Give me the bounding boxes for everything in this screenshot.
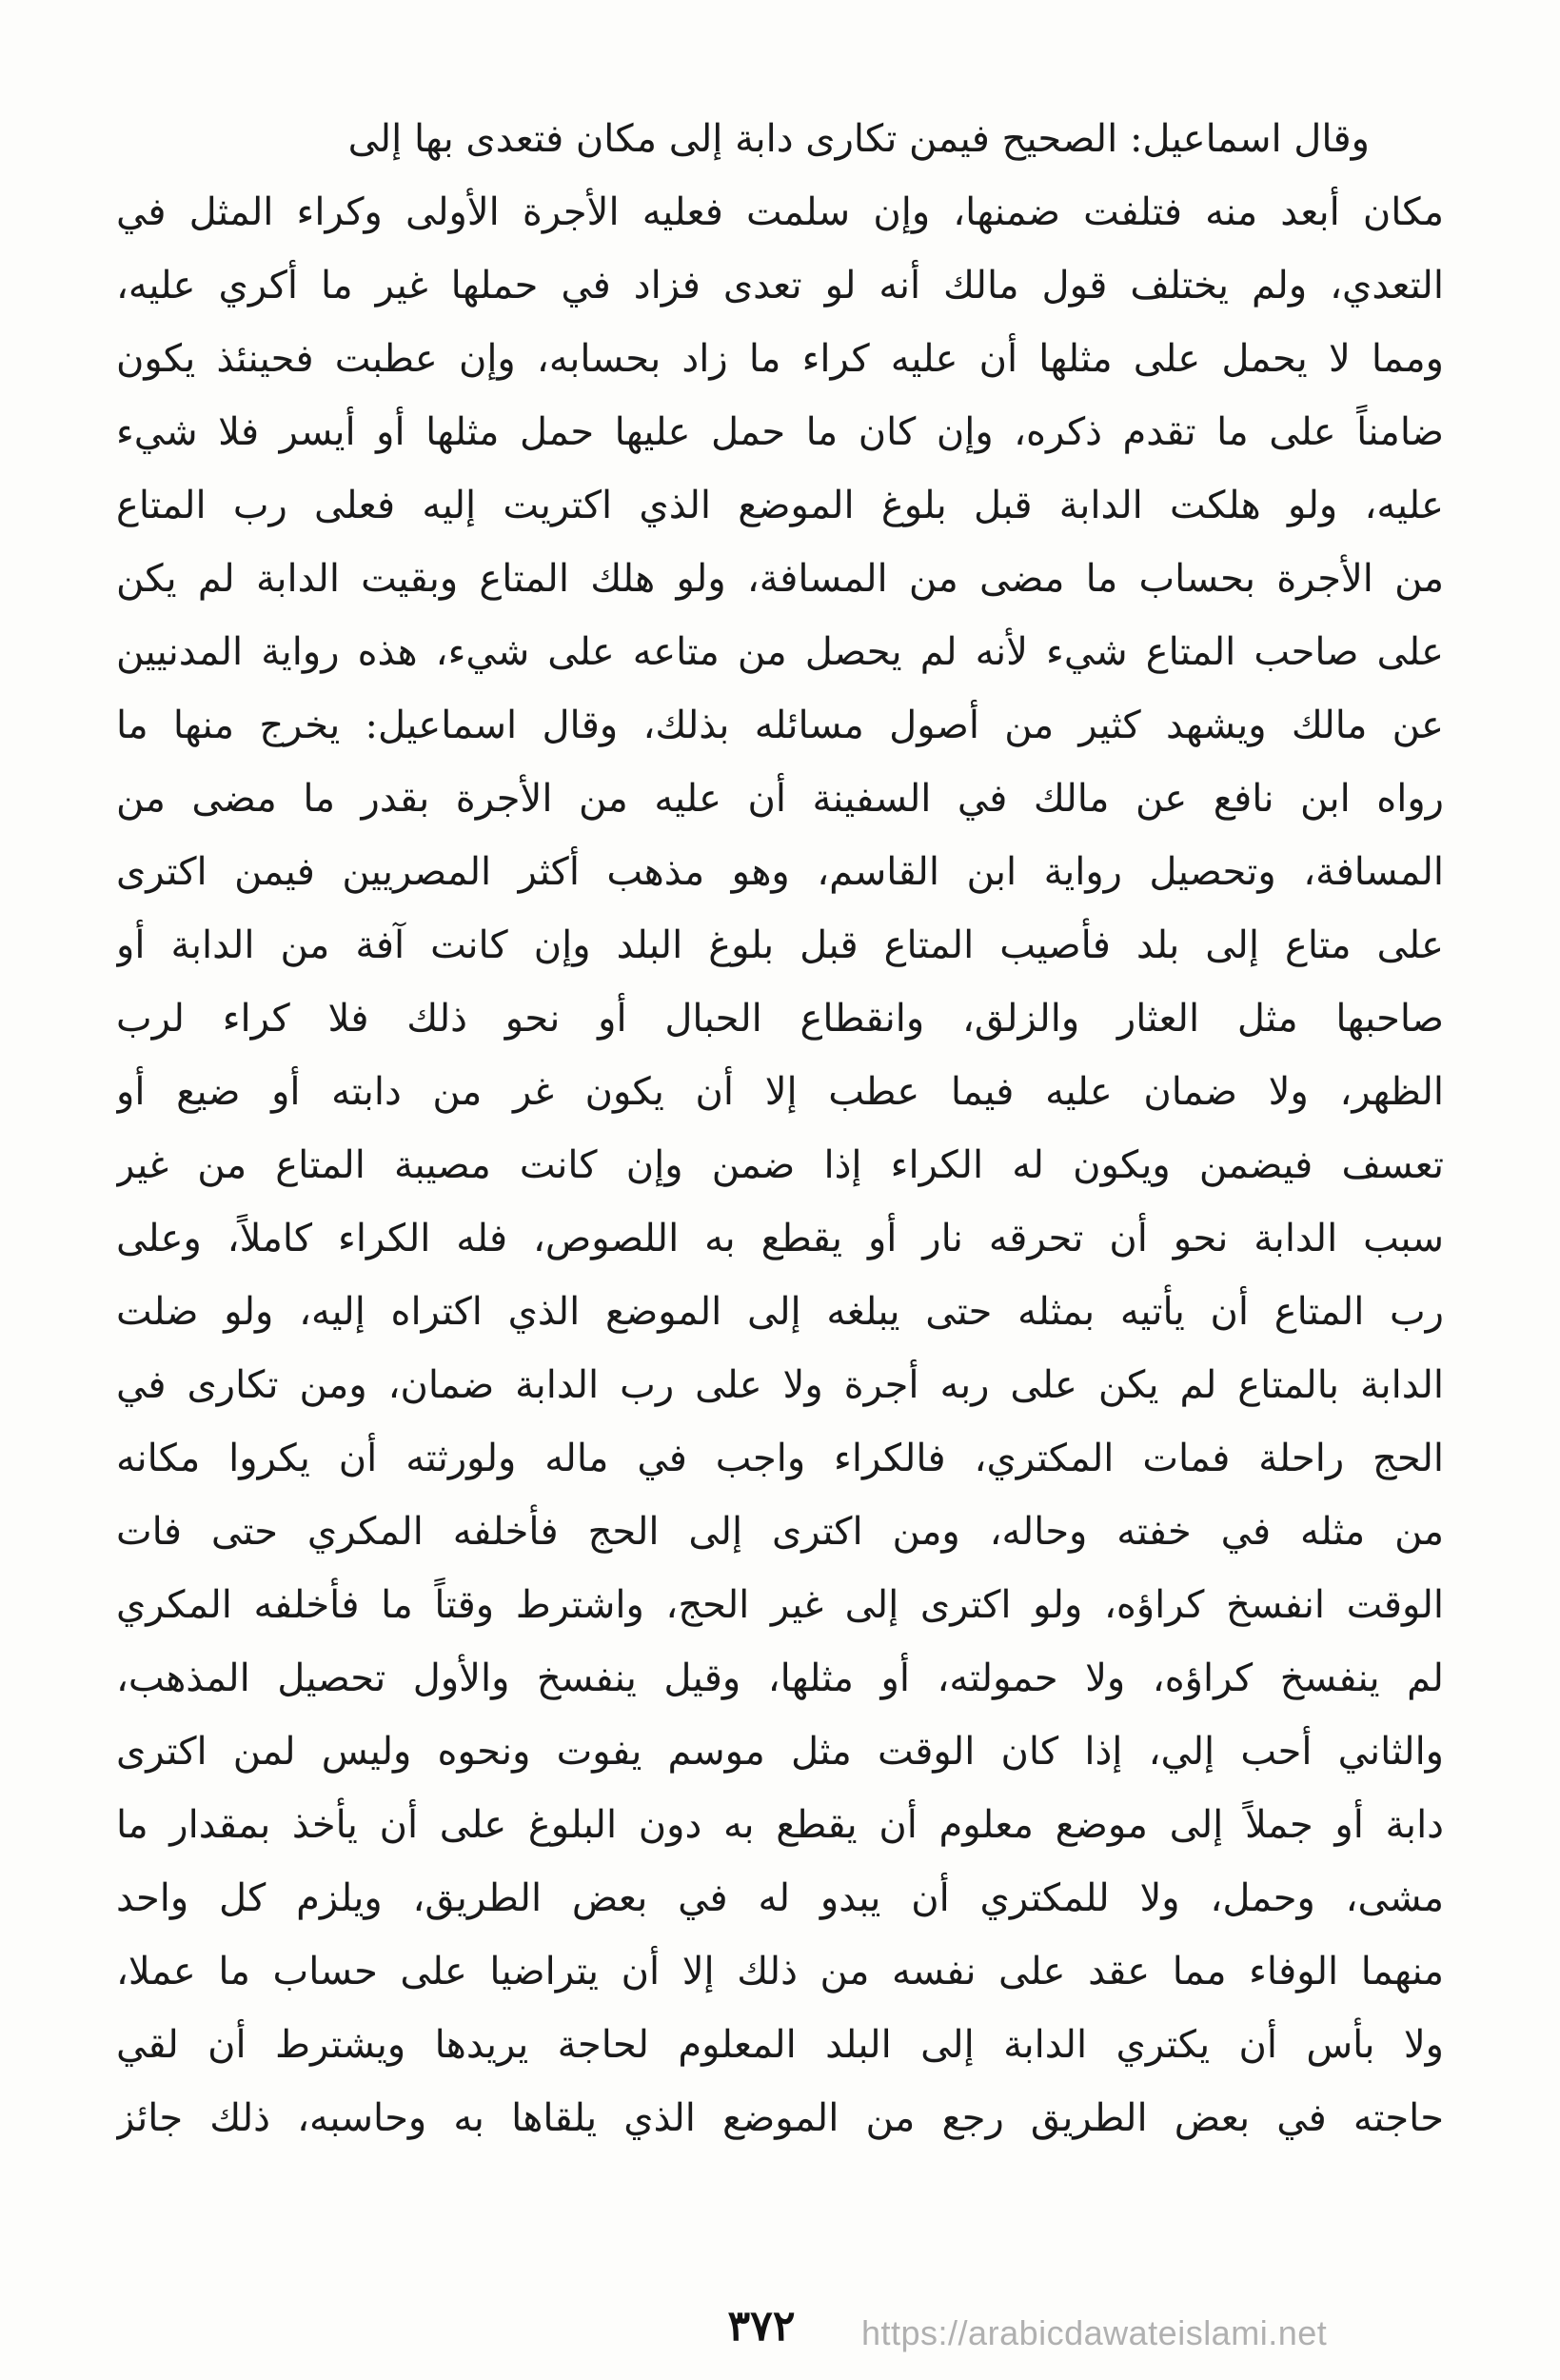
text-line: سبب الدابة نحو أن تحرقه نار أو يقطع به اللصوص، فله الكراء كاملاً، وعلى: [116, 1217, 1444, 1260]
page-number: ٣٧٢: [727, 2302, 796, 2350]
text-line: حاجته في بعض الطريق رجع من الموضع الذي يلقاها به وحاسبه، ذلك جائز: [116, 2096, 1444, 2140]
text-line: لم ينفسخ كراؤه، ولا حمولته، أو مثلها، وقيل ينفسخ والأول تحصيل المذهب،: [116, 1656, 1444, 1700]
text-line: الظهر، ولا ضمان عليه فيما عطب إلا أن يكون غر من دابته أو ضيع أو: [116, 1070, 1444, 1114]
text-line: الدابة بالمتاع لم يكن على ربه أجرة ولا على رب الدابة ضمان، ومن تكارى في: [116, 1363, 1444, 1407]
text-line: رب المتاع أن يأتيه بمثله حتى يبلغه إلى الموضع الذي اكتراه إليه، ولو ضلت: [116, 1290, 1444, 1334]
watermark-url: https://arabicdawateislami.net: [861, 2313, 1328, 2352]
text-line: منهما الوفاء مما عقد على نفسه من ذلك إلا أن يتراضيا على حساب ما عملا،: [116, 1950, 1444, 1993]
text-line: والثاني أحب إلي، إذا كان الوقت مثل موسم يفوت ونحوه وليس لمن اكترى: [116, 1730, 1444, 1774]
text-line: رواه ابن نافع عن مالك في السفينة أن عليه من الأجرة بقدر ما مضى من: [116, 777, 1444, 821]
text-line: عليه، ولو هلكت الدابة قبل بلوغ الموضع الذي اكتريت إليه فعلى رب المتاع: [116, 484, 1444, 527]
text-line: مكان أبعد منه فتلفت ضمنها، وإن سلمت فعليه الأجرة الأولى وكراء المثل في: [116, 190, 1444, 234]
text-line: ضامناً على ما تقدم ذكره، وإن كان ما حمل عليها حمل مثلها أو أيسر فلا شيء: [116, 410, 1444, 454]
text-line: الحج راحلة فمات المكتري، فالكراء واجب في ماله ولورثته أن يكروا مكانه: [116, 1437, 1444, 1480]
text-line: على صاحب المتاع شيء لأنه لم يحصل من متاعه على شيء، هذه رواية المدنيين: [116, 630, 1444, 674]
text-line: من مثله في خفته وحاله، ومن اكترى إلى الحج فأخلفه المكري حتى فات: [116, 1510, 1444, 1554]
text-line: مشى، وحمل، ولا للمكتري أن يبدو له في بعض الطريق، ويلزم كل واحد: [116, 1876, 1444, 1920]
text-line: وقال اسماعيل: الصحيح فيمن تكارى دابة إلى مكان فتعدى بها إلى: [347, 117, 1370, 161]
text-line: صاحبها مثل العثار والزلق، وانقطاع الحبال أو نحو ذلك فلا كراء لرب: [116, 997, 1444, 1041]
text-line: من الأجرة بحساب ما مضى من المسافة، ولو هلك المتاع وبقيت الدابة لم يكن: [116, 557, 1444, 601]
body-text: [116, 103, 1444, 2155]
text-line: تعسف فيضمن ويكون له الكراء إذا ضمن وإن كانت مصيبة المتاع من غير: [116, 1143, 1444, 1187]
text-line: دابة أو جملاً إلى موضع معلوم أن يقطع به دون البلوغ على أن يأخذ بمقدار ما: [116, 1803, 1444, 1847]
text-line: التعدي، ولم يختلف قول مالك أنه لو تعدى فزاد في حملها غير ما أكري عليه،: [116, 264, 1444, 307]
text-line: الوقت انفسخ كراؤه، ولو اكترى إلى غير الحج، واشترط وقتاً ما فأخلفه المكري: [116, 1583, 1444, 1627]
text-line: على متاع إلى بلد فأصيب المتاع قبل بلوغ البلد وإن كانت آفة من الدابة أو: [116, 923, 1444, 967]
text-line: المسافة، وتحصيل رواية ابن القاسم، وهو مذهب أكثر المصريين فيمن اكترى: [116, 850, 1444, 894]
text-line: عن مالك ويشهد كثير من أصول مسائله بذلك، وقال اسماعيل: يخرج منها ما: [116, 704, 1444, 747]
text-line: ومما لا يحمل على مثلها أن عليه كراء ما زاد بحسابه، وإن عطبت فحينئذ يكون: [116, 337, 1444, 381]
text-line: ولا بأس أن يكتري الدابة إلى البلد المعلوم لحاجة يريدها ويشترط أن لقي: [116, 2023, 1444, 2067]
